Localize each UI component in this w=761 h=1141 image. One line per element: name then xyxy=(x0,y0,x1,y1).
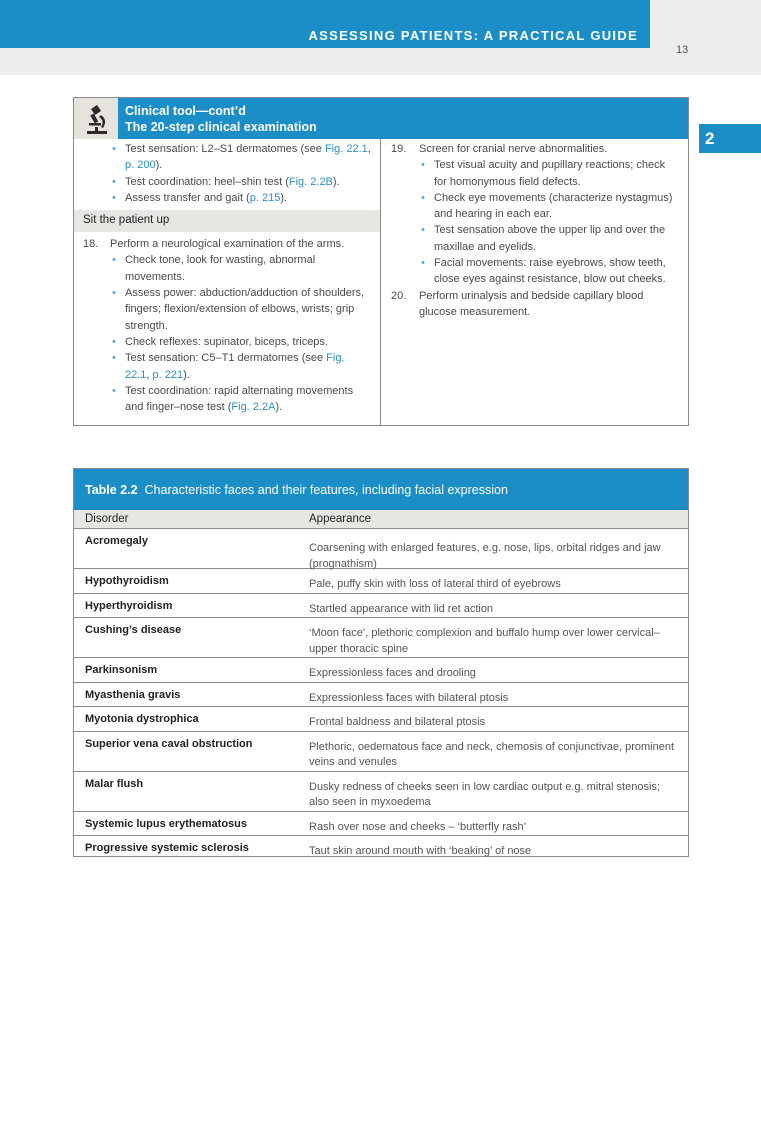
numbered-item-19 xyxy=(381,141,688,157)
microscope-icon xyxy=(74,98,118,139)
disorder-cell: Hyperthyroidism xyxy=(85,599,173,612)
item-number: 20. xyxy=(391,289,407,302)
bullet-icon: • xyxy=(112,254,116,267)
list-item xyxy=(74,334,380,350)
figure-link[interactable]: Fig. 22.1 xyxy=(125,352,345,381)
clinical-tool-box xyxy=(73,97,689,426)
page-link[interactable]: p. 221 xyxy=(152,368,184,381)
appearance-text: Pale, puffy skin with loss of lateral third of eyebrows xyxy=(309,578,561,590)
disorder-cell: Cushing’s disease xyxy=(85,624,182,636)
item-text: Screen for cranial nerve abnormalities. xyxy=(419,143,608,155)
appearance-cell xyxy=(298,707,688,731)
list-item xyxy=(381,255,688,288)
bullet-text: ). xyxy=(155,159,163,172)
appearance-text: Plethoric, oedematous face and neck, chemosis of conjunctivae, prominent veins and venules xyxy=(309,740,675,768)
table-row xyxy=(74,529,688,569)
list-item xyxy=(74,141,380,174)
bullet-text: Test coordination: rapid alternating movements and finger–nose test ( xyxy=(125,384,354,414)
list-item xyxy=(74,285,380,334)
table-row xyxy=(74,594,688,619)
disorder-cell: Superior vena caval obstruction xyxy=(85,737,253,750)
list-item xyxy=(74,174,380,190)
table-row xyxy=(74,836,688,860)
table-row xyxy=(74,732,688,772)
list-item xyxy=(74,383,380,416)
bullet-text: Check tone, look for wasting, abnormal movements. xyxy=(125,254,316,283)
clinical-tool-title xyxy=(125,103,317,135)
appearance-cell xyxy=(298,658,688,682)
item-text: Perform urinalysis and bedside capillary blood glucose measurement. xyxy=(419,289,644,318)
table-body xyxy=(74,529,688,860)
bullet-text: , xyxy=(367,143,371,155)
appearance-text: Expressionless faces and drooling xyxy=(309,667,476,679)
appearance-text: Taut skin around mouth with ‘beaking’ of nose xyxy=(309,845,532,857)
bullet-text: Check eye movements (characterize nystagmus) and hearing in each ear. xyxy=(434,191,673,221)
clinical-tool-right-column xyxy=(381,141,688,320)
appearance-cell xyxy=(298,569,688,593)
disorder-cell: Hypothyroidism xyxy=(85,575,169,587)
list-item xyxy=(74,350,380,383)
bullet-text: Facial movements: raise eyebrows, show teeth, close eyes against resistance, blow out cheeks. xyxy=(434,257,666,286)
bullet-icon: • xyxy=(112,175,116,188)
column-header-disorder: Disorder xyxy=(85,513,129,525)
page-number: 13 xyxy=(676,44,689,56)
appearance-text: Rash over nose and cheeks – ‘butterfly rash’ xyxy=(309,820,527,833)
bullet-text: Assess transfer and gait ( xyxy=(125,191,250,204)
list-item xyxy=(381,190,688,223)
item-number: 19. xyxy=(391,143,407,155)
bullet-text: Test coordination: heel–shin test ( xyxy=(125,175,289,188)
disorder-cell: Malar flush xyxy=(85,777,144,790)
table-row xyxy=(74,658,688,683)
clinical-tool-header xyxy=(74,98,688,139)
appearance-cell xyxy=(298,732,688,771)
item-number: 18. xyxy=(83,238,99,251)
table-row xyxy=(74,683,688,708)
appearance-cell xyxy=(298,683,688,707)
disorder-cell: Progressive systemic sclerosis xyxy=(85,842,249,854)
appearance-cell xyxy=(298,618,688,657)
appearance-text: Expressionless faces with bilateral ptosis xyxy=(309,691,509,704)
table-header-row xyxy=(74,510,688,529)
section-heading: Sit the patient up xyxy=(74,210,380,232)
chapter-tab: 2 xyxy=(699,124,761,153)
bullet-icon: • xyxy=(421,159,425,172)
bullet-icon: • xyxy=(421,191,425,204)
bullet-icon: • xyxy=(112,384,116,397)
appearance-cell xyxy=(298,772,688,811)
appearance-text: ‘Moon face’, plethoric complexion and buffalo hump over lower cervical–upper thoracic spine xyxy=(309,627,660,655)
bullet-text: , xyxy=(146,368,153,381)
bullet-icon: • xyxy=(112,287,116,300)
page-link[interactable]: p. 200 xyxy=(125,159,156,172)
appearance-cell xyxy=(298,812,688,836)
list-item xyxy=(381,157,688,190)
table-row xyxy=(74,569,688,594)
appearance-text: Frontal baldness and bilateral ptosis xyxy=(309,716,486,728)
disorder-cell: Systemic lupus erythematosus xyxy=(85,817,248,830)
appearance-text: Dusky redness of cheeks seen in low cardiac output e.g. mitral stenosis; also seen in myxoedema xyxy=(309,780,660,808)
page-link[interactable]: p. 215 xyxy=(249,191,281,204)
figure-link[interactable]: Fig. 22.1 xyxy=(324,143,368,155)
running-title: ASSESSING PATIENTS: A PRACTICAL GUIDE xyxy=(308,28,638,43)
list-item xyxy=(74,252,380,285)
bullet-icon: • xyxy=(112,191,116,204)
bullet-text: ). xyxy=(280,191,288,204)
numbered-item-20 xyxy=(381,288,688,321)
faces-table xyxy=(73,468,689,857)
table-row xyxy=(74,618,688,658)
figure-link[interactable]: Fig. 2.2A xyxy=(231,401,276,414)
bullet-icon: • xyxy=(421,257,425,270)
appearance-text: Coarsening with enlarged features, e.g. nose, lips, orbital ridges and jaw (prognathism) xyxy=(309,542,661,570)
appearance-text: Startled appearance with lid ret action xyxy=(309,602,494,615)
list-item xyxy=(74,190,380,206)
bullet-icon: • xyxy=(421,224,425,237)
bullet-icon: • xyxy=(112,143,116,155)
clinical-tool-left-column xyxy=(74,141,380,415)
disorder-cell: Myasthenia gravis xyxy=(85,688,181,701)
bullet-icon: • xyxy=(112,335,116,348)
table-title: Characteristic faces and their features, including facial expression xyxy=(144,483,508,497)
clinical-tool-title-line2: The 20-step clinical examination xyxy=(125,120,317,134)
figure-link[interactable]: Fig. 2.2B xyxy=(288,175,333,188)
bullet-text: Test visual acuity and pupillary reactions; check for homonymous field defects. xyxy=(434,159,666,188)
clinical-tool-title-line1: Clinical tool—cont’d xyxy=(125,104,246,118)
appearance-cell xyxy=(298,836,688,860)
bullet-text: ). xyxy=(275,401,283,414)
disorder-cell: Myotonia dystrophica xyxy=(85,713,199,725)
table-caption xyxy=(74,469,688,510)
appearance-cell xyxy=(298,529,688,568)
list-item xyxy=(381,222,688,255)
table-row xyxy=(74,772,688,812)
bullet-text: Check reflexes: supinator, biceps, triceps. xyxy=(125,335,328,348)
bullet-text: Test sensation above the upper lip and over the maxillae and eyelids. xyxy=(434,224,666,253)
bullet-text: ). xyxy=(183,368,190,381)
bullet-text: Test sensation: L2–S1 dermatomes (see xyxy=(125,143,325,155)
numbered-item-18 xyxy=(74,236,380,252)
bullet-icon: • xyxy=(112,352,116,365)
running-header-bar xyxy=(0,0,650,48)
bullet-text: ). xyxy=(332,175,340,188)
bullet-text: Assess power: abduction/adduction of shoulders, fingers; flexion/extension of elbows, wrists; grip strength. xyxy=(125,287,365,332)
table-row xyxy=(74,707,688,732)
disorder-cell: Parkinsonism xyxy=(85,664,158,676)
table-label: Table 2.2 xyxy=(85,483,138,497)
disorder-cell: Acromegaly xyxy=(85,535,148,547)
item-text: Perform a neurological examination of the arms. xyxy=(110,238,345,251)
bullet-text: Test sensation: C5–T1 dermatomes (see xyxy=(125,352,327,365)
table-row xyxy=(74,812,688,837)
appearance-cell xyxy=(298,594,688,618)
column-header-appearance: Appearance xyxy=(309,513,372,525)
